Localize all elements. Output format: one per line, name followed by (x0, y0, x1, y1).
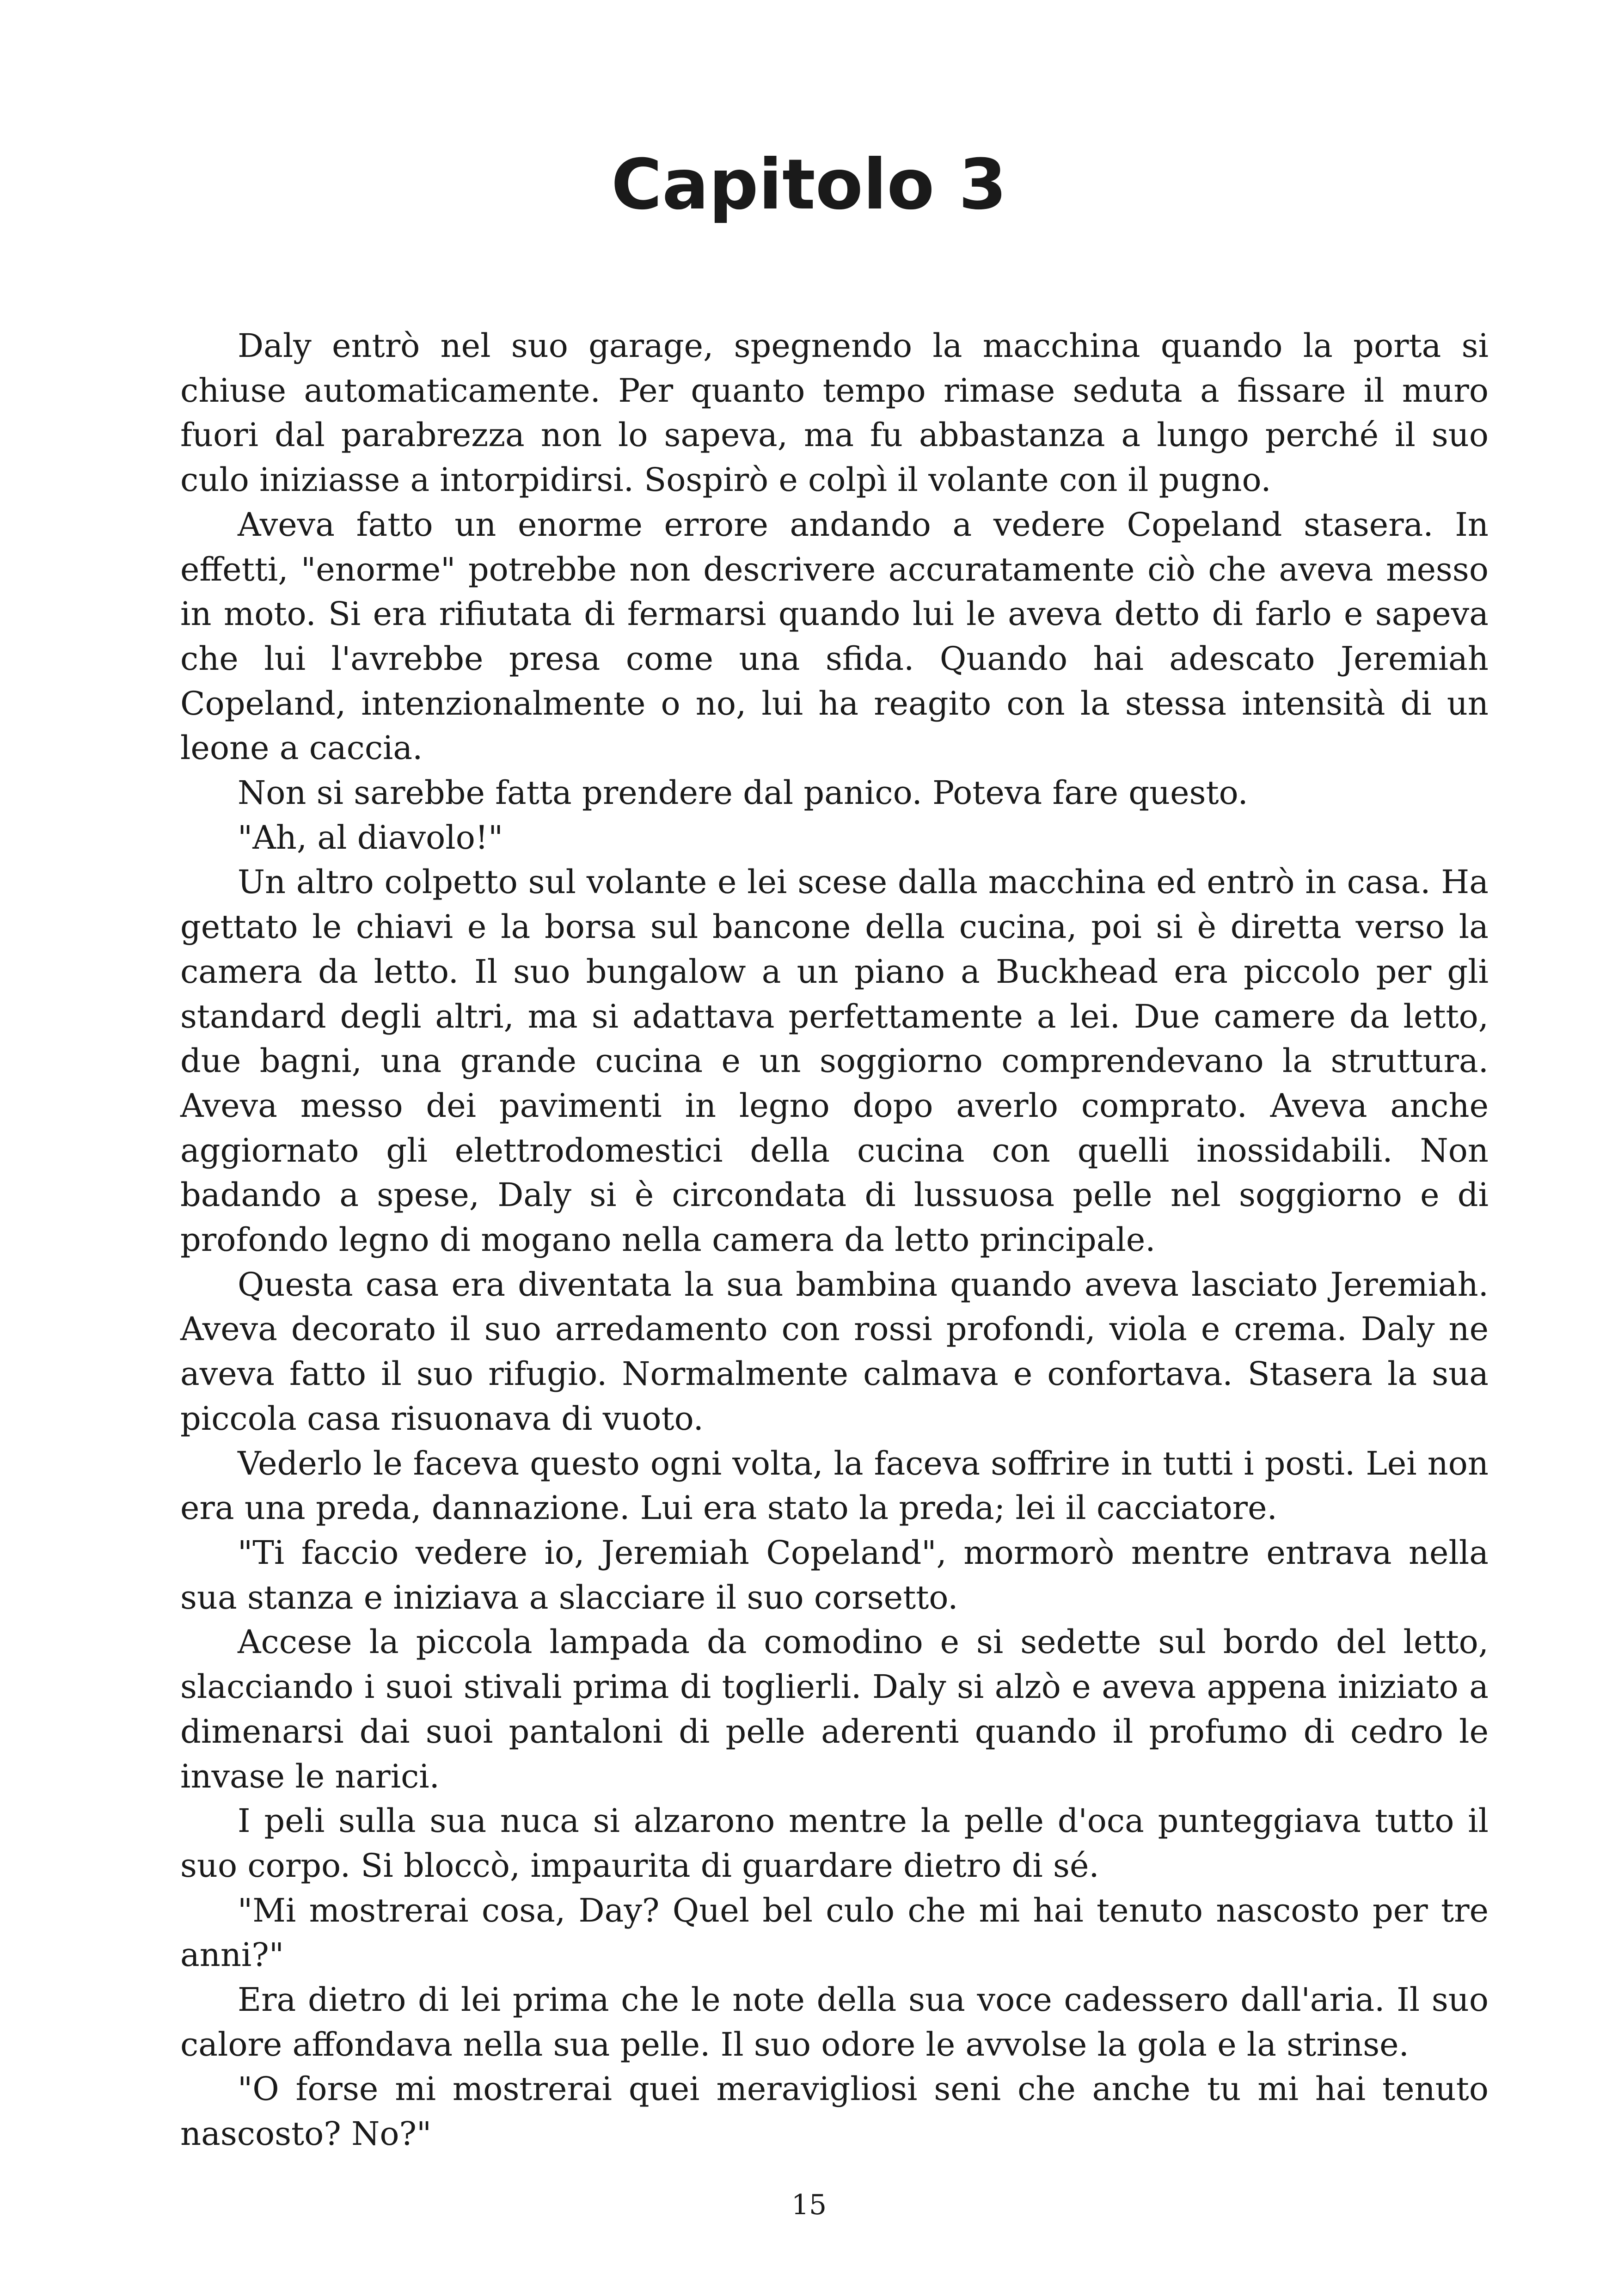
paragraph: Non si sarebbe fatta prendere dal panico. Poteva fare questo. (238, 774, 1248, 812)
chapter-body (180, 324, 1489, 2156)
paragraph: I peli sulla sua nuca si alzarono mentre la pelle d'oca punteggiava tutto il suo corpo. Si bloccò, impaurita di guardare dietro di sé. (180, 1802, 1489, 1885)
paragraph: "Mi mostrerai cosa, Day? Quel bel culo che mi hai tenuto nascosto per tre anni?" (180, 1891, 1489, 1974)
chapter-title: Capitolo 3 (611, 145, 1007, 225)
paragraph: "O forse mi mostrerai quei meravigliosi seni che anche tu mi hai tenuto nascosto? No?" (180, 2070, 1489, 2153)
paragraph: Accese la piccola lampada da comodino e si sedette sul bordo del letto, slacciando i suoi stivali prima di toglierli. Daly si alzò e aveva appena iniziato a dimenarsi dai suoi pantaloni di pelle aderenti quando il profumo di cedro le invase le narici. (180, 1623, 1489, 1795)
paragraph: Era dietro di lei prima che le note della sua voce cadessero dall'aria. Il suo calore affondava nella sua pelle. Il suo odore le avvolse la gola e la strinse. (180, 1981, 1489, 2063)
paragraph: "Ah, al diavolo!" (238, 818, 503, 857)
paragraph: Aveva fatto un enorme errore andando a vedere Copeland stasera. In effetti, "enorme" potrebbe non descrivere accuratamente ciò che aveva messo in moto. Si era rifiutata di fermarsi quando lui le aveva detto di farlo e sapeva che lui l'avrebbe presa come una sfida. Quando hai adescato Jeremiah Copeland, intenzionalmente o no, lui ha reagito con la stessa intensità di un leone a caccia. (180, 505, 1489, 767)
paragraph: Un altro colpetto sul volante e lei scese dalla macchina ed entrò in casa. Ha gettato le chiavi e la borsa sul bancone della cucina, poi si è diretta verso la camera da letto. Il suo bungalow a un piano a Buckhead era piccolo per gli standard degli altri, ma si adattava perfettamente a lei. Due camere da letto, due bagni, una grande cucina e un soggiorno comprendevano la struttura. Aveva messo dei pavimenti in legno dopo averlo comprato. Aveva anche aggiornato gli elettrodomestici della cucina con quelli inossidabili. Non badando a spese, Daly si è circondata di lussuosa pelle nel soggiorno e di profondo legno di mogano nella camera da letto principale. (180, 863, 1489, 1259)
paragraph: Questa casa era diventata la sua bambina quando aveva lasciato Jeremiah. Aveva decorato il suo arredamento con rossi profondi, viola e crema. Daly ne aveva fatto il suo rifugio. Normalmente calmava e confortava. Stasera la sua piccola casa risuonava di vuoto. (180, 1265, 1489, 1438)
paragraph: Daly entrò nel suo garage, spegnendo la macchina quando la porta si chiuse automaticamente. Per quanto tempo rimase seduta a fissare il muro fuori dal parabrezza non lo sapeva, ma fu abbastanza a lungo perché il suo culo iniziasse a intorpidirsi. Sospirò e colpì il volante con il pugno. (180, 327, 1489, 499)
page-number: 15 (791, 2189, 827, 2221)
paragraph: "Ti faccio vedere io, Jeremiah Copeland", mormorò mentre entrava nella sua stanza e iniziava a slacciare il suo corsetto. (180, 1533, 1489, 1616)
paragraph: Vederlo le faceva questo ogni volta, la faceva soffrire in tutti i posti. Lei non era una preda, dannazione. Lui era stato la preda; lei il cacciatore. (180, 1444, 1489, 1527)
